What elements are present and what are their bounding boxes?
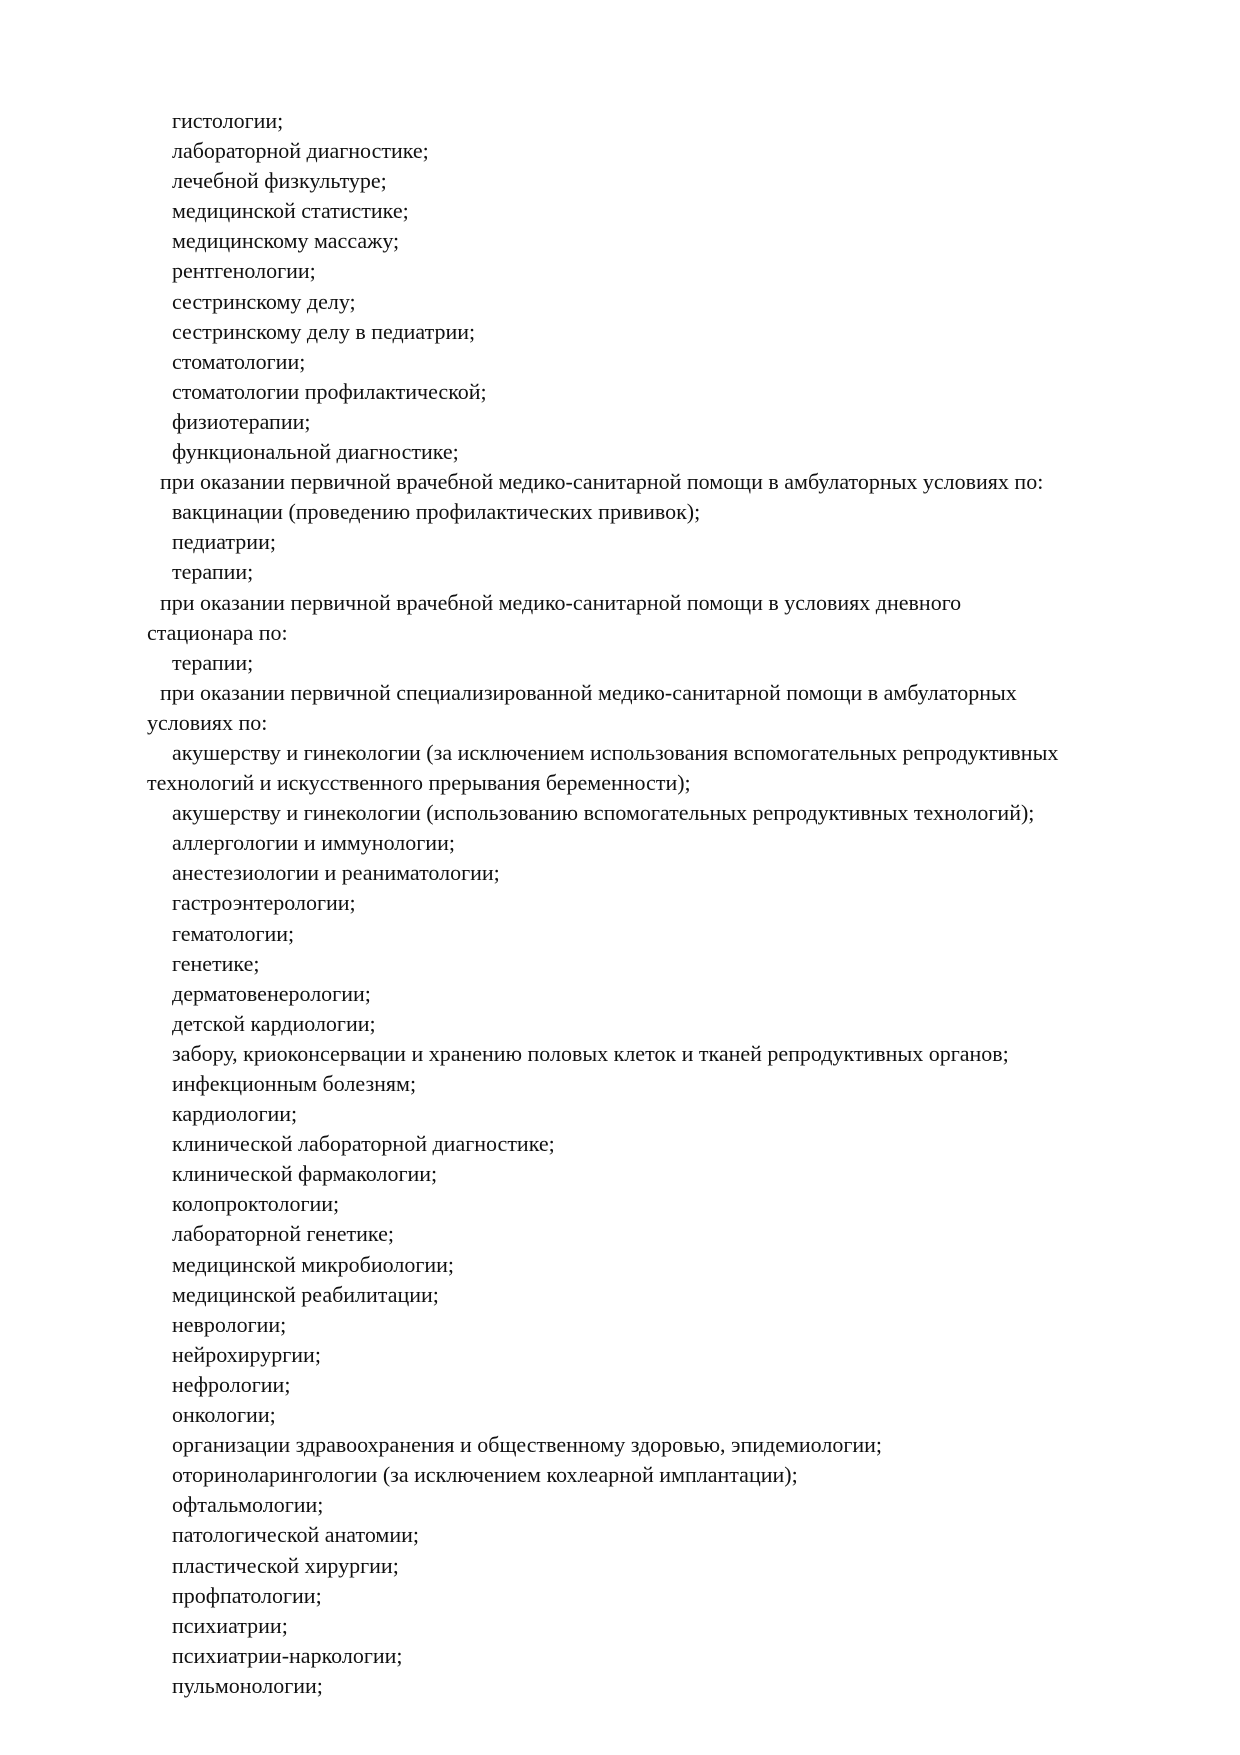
list-item: медицинской микробиологии;: [172, 1251, 455, 1277]
list-item: неврологии;: [172, 1311, 287, 1337]
list-item: аллергологии и иммунологии;: [172, 830, 455, 856]
list-item: гастроэнтерологии;: [172, 890, 356, 916]
list-item: лечебной физкультуре;: [172, 168, 387, 194]
list-item: колопроктологии;: [172, 1191, 340, 1217]
list-item: стоматологии профилактической;: [172, 378, 487, 404]
document-body: [147, 106, 1197, 1701]
list-item: функциональной диагностике;: [172, 439, 459, 465]
list-item: пульмонологии;: [172, 1672, 323, 1698]
list-item: медицинскому массажу;: [172, 228, 400, 254]
list-item: профпатологии;: [172, 1582, 322, 1608]
list-item: нейрохирургии;: [172, 1341, 321, 1367]
list-item: клинической фармакологии;: [172, 1161, 438, 1187]
continuation-line: технологий и искусственного прерывания беременности);: [147, 770, 691, 796]
list-item: рентгенологии;: [172, 258, 316, 284]
list-item: анестезиологии и реаниматологии;: [172, 860, 500, 886]
list-item: забору, криоконсервации и хранению половых клеток и тканей репродуктивных органов;: [172, 1040, 1009, 1066]
list-item: стоматологии;: [172, 348, 306, 374]
list-item: медицинской реабилитации;: [172, 1281, 439, 1307]
list-item: медицинской статистике;: [172, 198, 409, 224]
list-item: оториноларингологии (за исключением кохлеарной имплантации);: [172, 1462, 798, 1488]
list-item: кардиологии;: [172, 1101, 298, 1127]
list-item: нефрологии;: [172, 1371, 291, 1397]
list-item: офтальмологии;: [172, 1492, 324, 1518]
list-item: дерматовенерологии;: [172, 980, 371, 1006]
list-item: терапии;: [172, 649, 254, 675]
list-item: терапии;: [172, 559, 254, 585]
list-item: акушерству и гинекологии (использованию вспомогательных репродуктивных технологий);: [172, 800, 1035, 826]
list-item: вакцинации (проведению профилактических прививок);: [172, 499, 701, 525]
list-item: патологической анатомии;: [172, 1522, 419, 1548]
list-item: пластической хирургии;: [172, 1552, 399, 1578]
list-item: акушерству и гинекологии (за исключением использования вспомогательных репродуктивных: [172, 739, 1059, 765]
list-item: гематологии;: [172, 920, 295, 946]
list-item: детской кардиологии;: [172, 1010, 376, 1036]
list-item: лабораторной диагностике;: [172, 138, 429, 164]
list-item: психиатрии-наркологии;: [172, 1642, 403, 1668]
list-item: лабораторной генетике;: [172, 1221, 394, 1247]
section-heading-line: при оказании первичной врачебной медико-санитарной помощи в амбулаторных условиях по:: [160, 469, 1044, 495]
list-item: педиатрии;: [172, 529, 276, 555]
list-item: клинической лабораторной диагностике;: [172, 1131, 555, 1157]
list-item: психиатрии;: [172, 1612, 288, 1638]
section-heading-line: при оказании первичной врачебной медико-санитарной помощи в условиях дневного: [160, 589, 962, 615]
list-item: физиотерапии;: [172, 408, 311, 434]
list-item: сестринскому делу;: [172, 288, 356, 314]
continuation-line: стационара по:: [147, 619, 288, 645]
list-item: сестринскому делу в педиатрии;: [172, 318, 476, 344]
list-item: организации здравоохранения и общественному здоровью, эпидемиологии;: [172, 1432, 883, 1458]
list-item: гистологии;: [172, 108, 284, 133]
list-item: инфекционным болезням;: [172, 1071, 417, 1096]
continuation-line: условиях по:: [147, 709, 268, 735]
section-heading-line: при оказании первичной специализированной медико-санитарной помощи в амбулаторных: [160, 679, 1017, 705]
list-item: онкологии;: [172, 1402, 276, 1428]
list-item: генетике;: [172, 950, 260, 976]
